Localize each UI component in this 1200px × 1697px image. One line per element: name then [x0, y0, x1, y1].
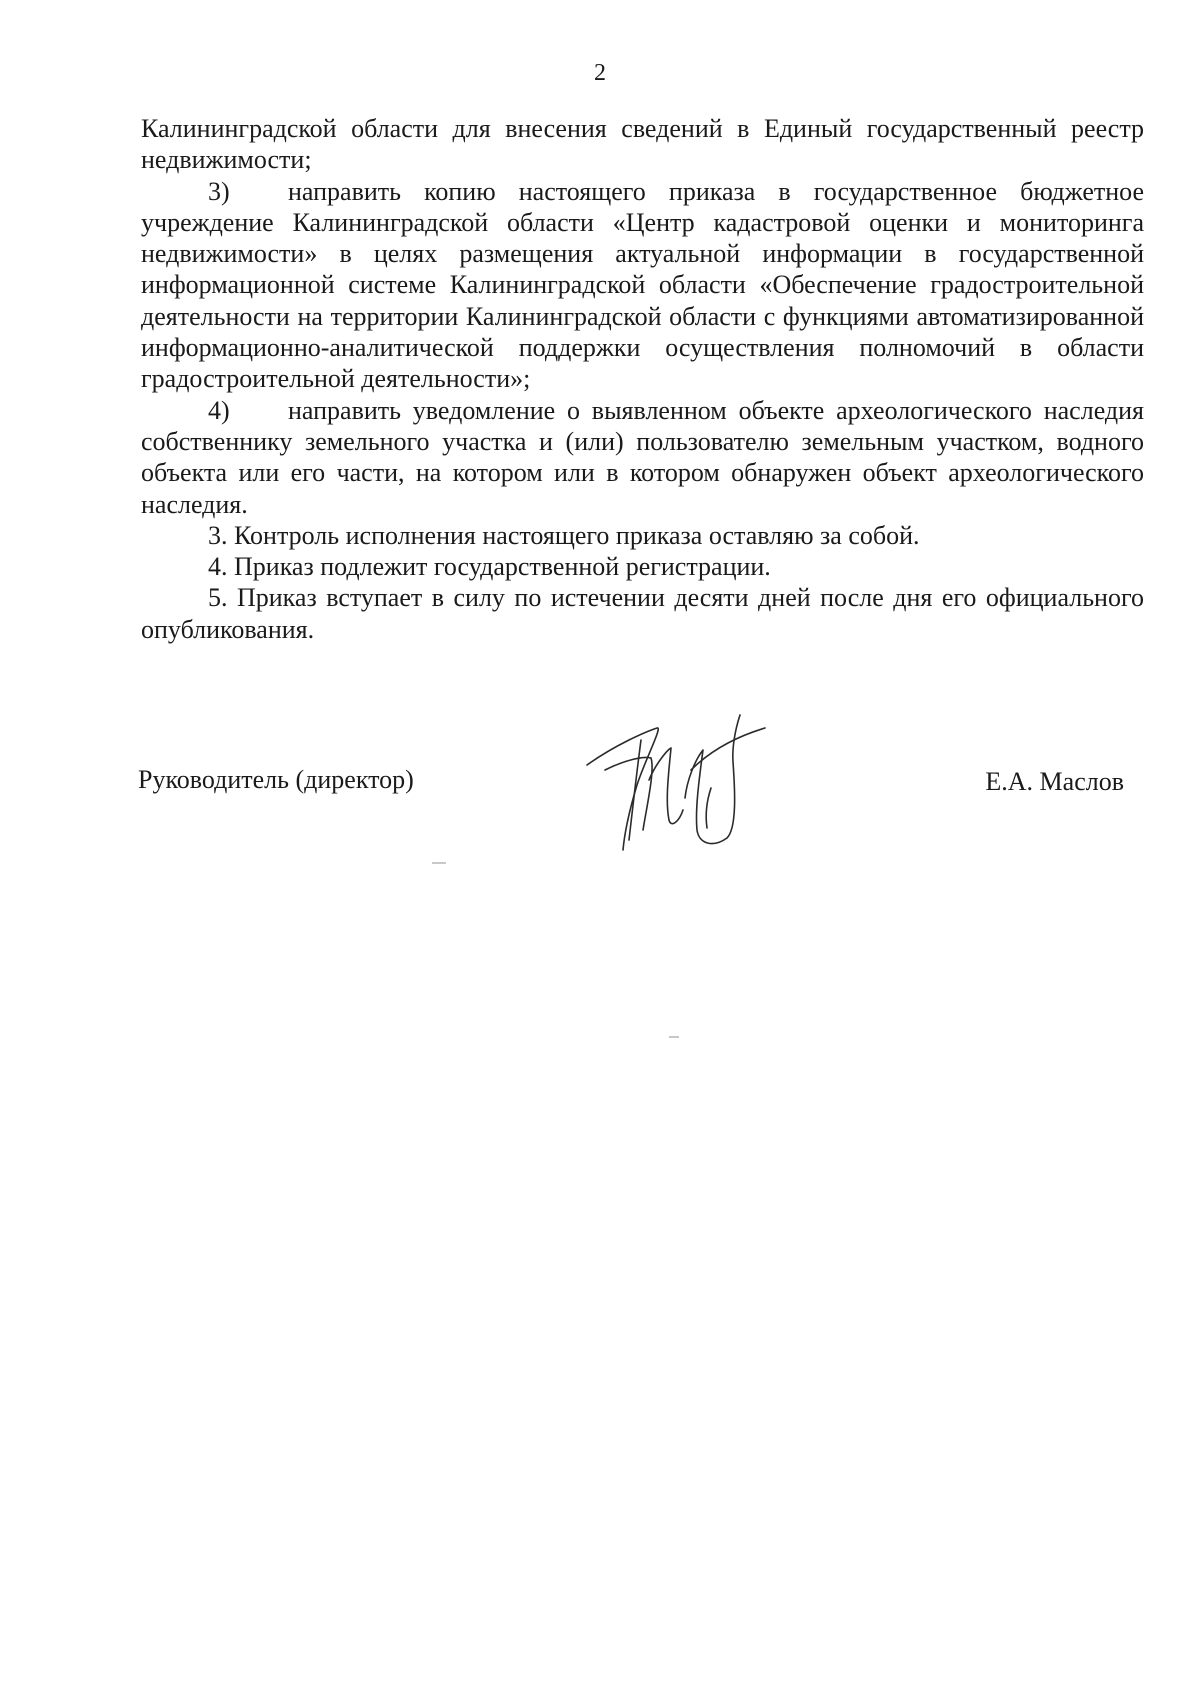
item-number: 4) — [208, 395, 230, 425]
document-body — [141, 113, 1144, 645]
item-text: направить уведомление о выявленном объекте археологического наследия собственнику земельного участка и (или) пользователю земельным участком, водного объекта или его части, на котором или в котором обнаружен объект археологического наследия. — [141, 395, 1144, 519]
signer-name: Е.А. Маслов — [985, 767, 1124, 796]
paragraph-control: 3. Контроль исполнения настоящего приказа оставляю за собой. — [208, 520, 920, 550]
item-number: 3) — [208, 176, 230, 206]
scan-speck — [432, 862, 446, 864]
paragraph-item-4 — [141, 395, 1144, 520]
scan-speck — [669, 1036, 679, 1038]
handwritten-signature — [585, 710, 795, 860]
paragraph-registration: 4. Приказ подлежит государственной регистрации. — [208, 552, 771, 582]
signer-title: Руководитель (директор) — [138, 765, 414, 794]
paragraph-continuation: Калининградской области для внесения сведений в Единый государственный реестр недвижимости; — [141, 114, 1144, 175]
page-number: 2 — [594, 60, 606, 86]
item-text: направить копию настоящего приказа в государственное бюджетное учреждение Калининградской области «Центр кадастровой оценки и мониторинга недвижимости» в целях размещения актуальной информации в государственной информационной системе Калининградской области «Обеспечение градостроительной деятельности на территории Калининградской области с функциями автоматизированной информационно-аналитической поддержки осуществления полномочий в области градостроительной деятельности»; — [141, 176, 1144, 394]
paragraph-effective-date: 5. Приказ вступает в силу по истечении десяти дней после дня его официального опубликования. — [141, 583, 1144, 644]
paragraph-item-3 — [141, 176, 1144, 395]
